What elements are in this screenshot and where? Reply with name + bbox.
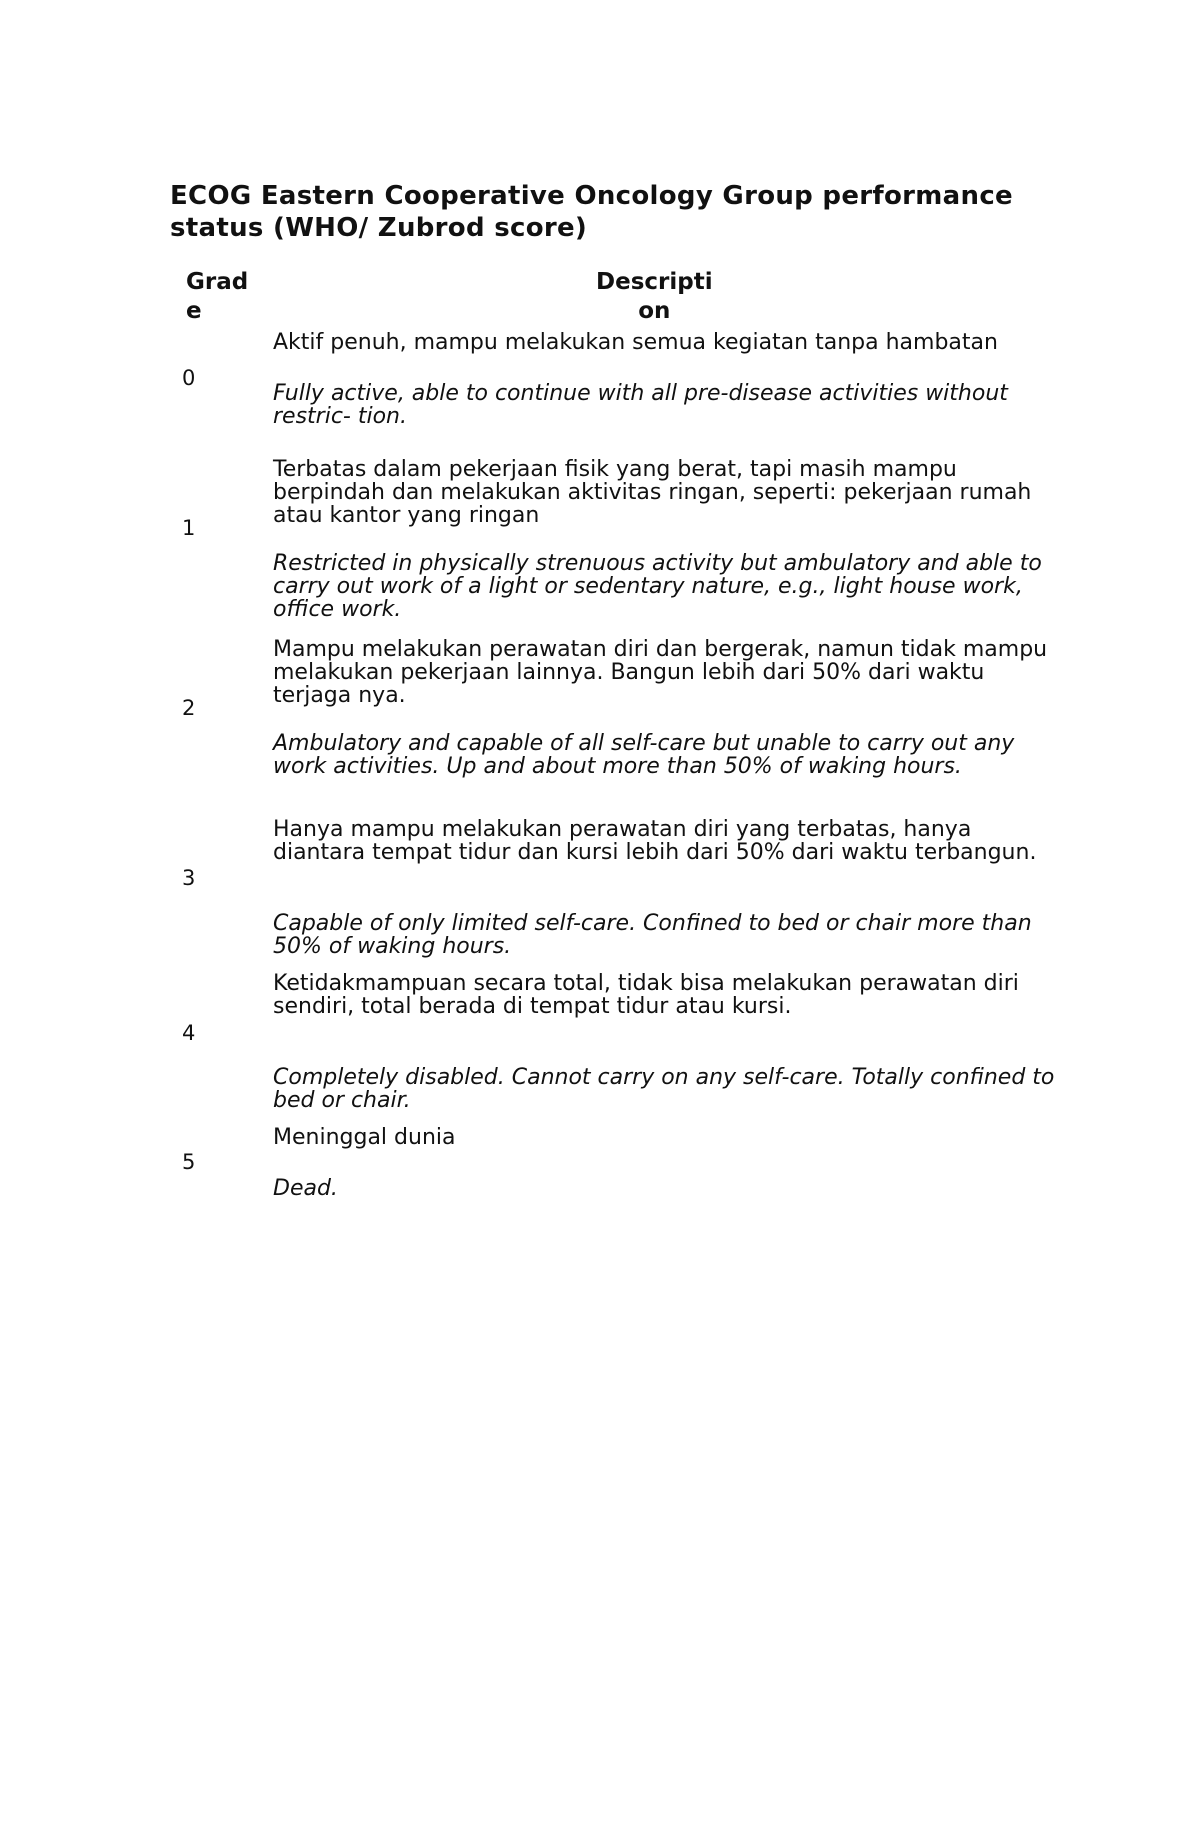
grade-5: 5 <box>182 1150 196 1174</box>
grade-3: 3 <box>182 866 196 890</box>
document-title: ECOG Eastern Cooperative Oncology Group performance status (WHO/ Zubrod score) <box>170 181 1013 243</box>
grade-1-description-en: Restricted in physically strenuous activity but ambulatory and able to carry out work of a light or sedentary nature, e.g., light house work, office work. <box>273 551 1042 622</box>
description-column-header: Descripti on <box>596 269 713 324</box>
grade-3-description-en: Capable of only limited self-care. Confined to bed or chair more than 50% of waking hours. <box>273 911 1032 959</box>
grade-column-header: Grad e <box>186 269 249 324</box>
grade-0-description-en: Fully active, able to continue with all pre-disease activities without restric- tion. <box>273 381 1008 429</box>
grade-5-description-en: Dead. <box>273 1176 338 1201</box>
grade-2-description-en: Ambulatory and capable of all self-care but unable to carry out any work activities. Up and about more than 50% of waking hours. <box>273 731 1015 779</box>
grade-4-description-id: Ketidakmampuan secara total, tidak bisa melakukan perawatan diri sendiri, total berada di tempat tidur atau kursi. <box>273 971 1019 1019</box>
grade-3-description-id: Hanya mampu melakukan perawatan diri yang terbatas, hanya diantara tempat tidur dan kursi lebih dari 50% dari waktu terbangun. <box>273 817 1037 865</box>
grade-1: 1 <box>182 516 196 540</box>
grade-4: 4 <box>182 1021 196 1045</box>
grade-4-description-en: Completely disabled. Cannot carry on any self-care. Totally confined to bed or chair. <box>273 1065 1055 1113</box>
grade-0: 0 <box>182 366 196 390</box>
grade-5-description-id: Meninggal dunia <box>273 1125 456 1150</box>
grade-2-description-id: Mampu melakukan perawatan diri dan bergerak, namun tidak mampu melakukan pekerjaan lainnya. Bangun lebih dari 50% dari waktu terjaga nya. <box>273 637 1048 708</box>
grade-0-description-id: Aktif penuh, mampu melakukan semua kegiatan tanpa hambatan <box>273 330 998 355</box>
grade-2: 2 <box>182 696 196 720</box>
grade-1-description-id: Terbatas dalam pekerjaan fisik yang berat, tapi masih mampu berpindah dan melakukan aktivitas ringan, seperti: pekerjaan rumah atau kantor yang ringan <box>273 457 1032 528</box>
